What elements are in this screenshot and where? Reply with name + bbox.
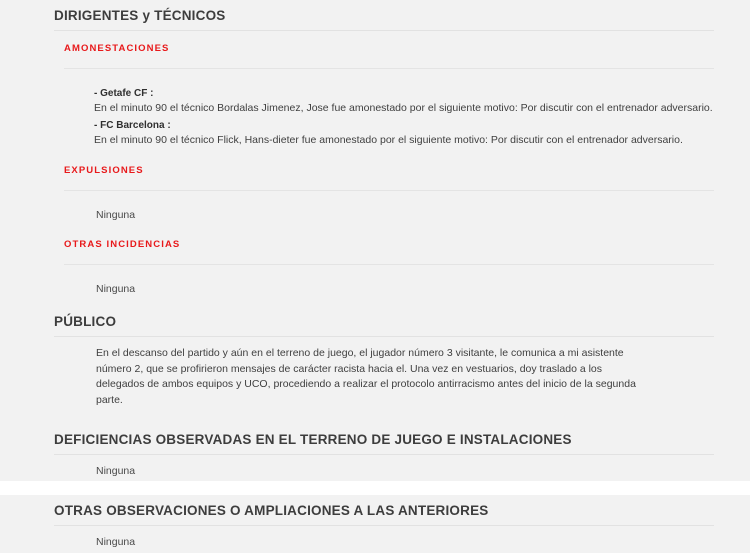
subsection-title-amonestaciones: AMONESTACIONES	[54, 31, 714, 60]
divider	[64, 264, 714, 265]
empty-value: Ninguna	[96, 208, 714, 223]
divider	[64, 190, 714, 191]
list-item-text: En el minuto 90 el técnico Flick, Hans-dieter fue amonestado por el siguiente motivo: Por discutir con el entrenador adversario.	[94, 133, 714, 150]
amonestaciones-list	[54, 77, 714, 153]
section-title-otras-observaciones: OTRAS OBSERVACIONES O AMPLIACIONES A LAS ANTERIORES	[54, 503, 714, 525]
divider	[64, 68, 714, 69]
page-title: DIRIGENTES y TÉCNICOS	[54, 8, 714, 30]
list-item-team: - Getafe CF :	[94, 86, 714, 101]
publico-paragraph: En el descanso del partido y aún en el terreno de juego, el jugador número 3 visitante, le comunica a mi asistente número 2, que se profirieron mensajes de carácter racista hacia el. Una vez en vestuarios, doy traslado a los delegados de ambos equipos y UCO, procediendo a realizar el protocolo antirracismo antes del inicio de la segunda parte.	[96, 346, 641, 408]
empty-value: Ninguna	[96, 535, 714, 550]
subsection-title-expulsiones: EXPULSIONES	[54, 153, 714, 182]
page-footer-strip	[0, 481, 750, 495]
spacer	[54, 300, 714, 314]
subsection-title-otras-incidencias: OTRAS INCIDENCIAS	[54, 227, 714, 256]
spacer	[54, 412, 714, 432]
otras-observaciones-content	[54, 526, 714, 553]
expulsiones-content	[54, 199, 714, 227]
publico-content	[54, 337, 714, 412]
list-item-text: En el minuto 90 el técnico Bordalas Jimenez, Jose fue amonestado por el siguiente motivo: Por discutir con el entrenador adversario.	[94, 101, 714, 118]
otras-incidencias-content	[54, 273, 714, 301]
section-title-publico: PÚBLICO	[54, 314, 714, 336]
section-title-deficiencias: DEFICIENCIAS OBSERVADAS EN EL TERRENO DE JUEGO E INSTALACIONES	[54, 432, 714, 454]
empty-value: Ninguna	[96, 464, 714, 479]
deficiencias-content	[54, 455, 714, 483]
empty-value: Ninguna	[96, 282, 714, 297]
list-item-team: - FC Barcelona :	[94, 118, 714, 133]
